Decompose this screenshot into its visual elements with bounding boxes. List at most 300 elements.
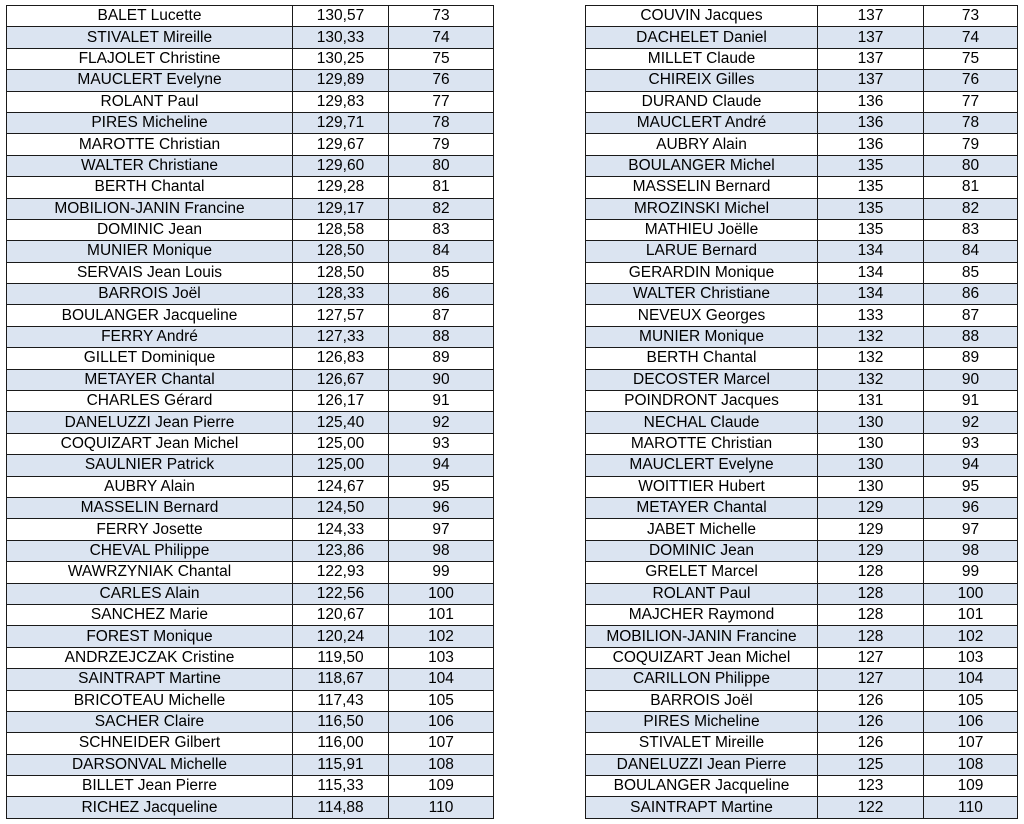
score-cell: 127,57 bbox=[293, 305, 389, 326]
table-row bbox=[7, 305, 494, 326]
name-cell: SACHER Claire bbox=[7, 711, 293, 732]
name-cell: MAUCLERT André bbox=[586, 112, 818, 133]
rank-cell: 95 bbox=[389, 476, 494, 497]
score-cell: 128,58 bbox=[293, 219, 389, 240]
rank-cell: 104 bbox=[924, 669, 1018, 690]
score-cell: 127 bbox=[818, 669, 924, 690]
rank-cell: 78 bbox=[389, 112, 494, 133]
score-cell: 129 bbox=[818, 540, 924, 561]
score-cell: 129,83 bbox=[293, 91, 389, 112]
rank-cell: 93 bbox=[924, 433, 1018, 454]
table-row bbox=[586, 412, 1018, 433]
name-cell: COQUIZART Jean Michel bbox=[7, 433, 293, 454]
rank-cell: 82 bbox=[924, 198, 1018, 219]
table-row bbox=[7, 262, 494, 283]
name-cell: AUBRY Alain bbox=[586, 134, 818, 155]
table-row bbox=[586, 604, 1018, 625]
rank-cell: 89 bbox=[389, 348, 494, 369]
rank-cell: 105 bbox=[924, 690, 1018, 711]
ranking-table-left-body bbox=[7, 6, 494, 819]
rank-cell: 98 bbox=[924, 540, 1018, 561]
score-cell: 137 bbox=[818, 6, 924, 27]
name-cell: NECHAL Claude bbox=[586, 412, 818, 433]
table-row bbox=[586, 433, 1018, 454]
score-cell: 126 bbox=[818, 711, 924, 732]
ranking-table-right bbox=[585, 5, 1018, 819]
name-cell: BILLET Jean Pierre bbox=[7, 776, 293, 797]
name-cell: CHIREIX Gilles bbox=[586, 70, 818, 91]
score-cell: 130,57 bbox=[293, 6, 389, 27]
table-row bbox=[7, 348, 494, 369]
name-cell: MILLET Claude bbox=[586, 48, 818, 69]
name-cell: BOULANGER Jacqueline bbox=[586, 776, 818, 797]
table-row bbox=[586, 776, 1018, 797]
score-cell: 132 bbox=[818, 369, 924, 390]
table-row bbox=[7, 797, 494, 818]
table-row bbox=[586, 326, 1018, 347]
rank-cell: 92 bbox=[389, 412, 494, 433]
name-cell: WOITTIER Hubert bbox=[586, 476, 818, 497]
score-cell: 130,33 bbox=[293, 27, 389, 48]
table-row bbox=[7, 776, 494, 797]
rank-cell: 73 bbox=[389, 6, 494, 27]
table-row bbox=[586, 562, 1018, 583]
score-cell: 120,67 bbox=[293, 604, 389, 625]
rank-cell: 73 bbox=[924, 6, 1018, 27]
rank-cell: 107 bbox=[389, 733, 494, 754]
rank-cell: 106 bbox=[924, 711, 1018, 732]
score-cell: 130 bbox=[818, 455, 924, 476]
table-row bbox=[586, 476, 1018, 497]
name-cell: NEVEUX Georges bbox=[586, 305, 818, 326]
rank-cell: 78 bbox=[924, 112, 1018, 133]
score-cell: 122,93 bbox=[293, 562, 389, 583]
table-row bbox=[586, 583, 1018, 604]
table-row bbox=[586, 647, 1018, 668]
name-cell: MAUCLERT Evelyne bbox=[7, 70, 293, 91]
name-cell: MAROTTE Christian bbox=[586, 433, 818, 454]
score-cell: 118,67 bbox=[293, 669, 389, 690]
table-row bbox=[586, 6, 1018, 27]
name-cell: MROZINSKI Michel bbox=[586, 198, 818, 219]
score-cell: 117,43 bbox=[293, 690, 389, 711]
table-row bbox=[7, 112, 494, 133]
table-row bbox=[586, 348, 1018, 369]
score-cell: 130,25 bbox=[293, 48, 389, 69]
table-row bbox=[586, 262, 1018, 283]
table-row bbox=[7, 669, 494, 690]
name-cell: CHEVAL Philippe bbox=[7, 540, 293, 561]
table-row bbox=[7, 284, 494, 305]
rank-cell: 94 bbox=[389, 455, 494, 476]
rank-cell: 95 bbox=[924, 476, 1018, 497]
name-cell: DANELUZZI Jean Pierre bbox=[7, 412, 293, 433]
name-cell: BARROIS Joël bbox=[7, 284, 293, 305]
rank-cell: 100 bbox=[389, 583, 494, 604]
score-cell: 129,17 bbox=[293, 198, 389, 219]
rank-cell: 108 bbox=[389, 754, 494, 775]
score-cell: 128 bbox=[818, 626, 924, 647]
rank-cell: 109 bbox=[389, 776, 494, 797]
rank-cell: 86 bbox=[924, 284, 1018, 305]
rank-cell: 103 bbox=[924, 647, 1018, 668]
rank-cell: 87 bbox=[389, 305, 494, 326]
rank-cell: 91 bbox=[924, 391, 1018, 412]
name-cell: WAWRZYNIAK Chantal bbox=[7, 562, 293, 583]
table-row bbox=[586, 540, 1018, 561]
score-cell: 128 bbox=[818, 583, 924, 604]
name-cell: DACHELET Daniel bbox=[586, 27, 818, 48]
ranking-table-left bbox=[6, 5, 494, 819]
rank-cell: 83 bbox=[924, 219, 1018, 240]
table-row bbox=[586, 48, 1018, 69]
table-row bbox=[7, 647, 494, 668]
table-row bbox=[7, 497, 494, 518]
table-row bbox=[586, 305, 1018, 326]
name-cell: BOULANGER Jacqueline bbox=[7, 305, 293, 326]
score-cell: 131 bbox=[818, 391, 924, 412]
score-cell: 136 bbox=[818, 91, 924, 112]
name-cell: CARLES Alain bbox=[7, 583, 293, 604]
score-cell: 132 bbox=[818, 326, 924, 347]
rank-cell: 83 bbox=[389, 219, 494, 240]
table-row bbox=[7, 155, 494, 176]
table-row bbox=[7, 476, 494, 497]
score-cell: 127,33 bbox=[293, 326, 389, 347]
table-row bbox=[7, 134, 494, 155]
name-cell: MOBILION-JANIN Francine bbox=[586, 626, 818, 647]
score-cell: 128,33 bbox=[293, 284, 389, 305]
name-cell: SAULNIER Patrick bbox=[7, 455, 293, 476]
table-row bbox=[7, 219, 494, 240]
table-row bbox=[586, 754, 1018, 775]
name-cell: COQUIZART Jean Michel bbox=[586, 647, 818, 668]
score-cell: 126 bbox=[818, 690, 924, 711]
rank-cell: 110 bbox=[924, 797, 1018, 818]
rank-cell: 102 bbox=[924, 626, 1018, 647]
rank-cell: 77 bbox=[924, 91, 1018, 112]
rank-cell: 105 bbox=[389, 690, 494, 711]
name-cell: PIRES Micheline bbox=[7, 112, 293, 133]
name-cell: FERRY Josette bbox=[7, 519, 293, 540]
table-row bbox=[586, 519, 1018, 540]
table-row bbox=[7, 604, 494, 625]
score-cell: 116,50 bbox=[293, 711, 389, 732]
score-cell: 135 bbox=[818, 155, 924, 176]
rank-cell: 86 bbox=[389, 284, 494, 305]
name-cell: COUVIN Jacques bbox=[586, 6, 818, 27]
score-cell: 129 bbox=[818, 519, 924, 540]
name-cell: DOMINIC Jean bbox=[586, 540, 818, 561]
name-cell: METAYER Chantal bbox=[7, 369, 293, 390]
score-cell: 124,50 bbox=[293, 497, 389, 518]
table-row bbox=[7, 583, 494, 604]
rank-cell: 97 bbox=[924, 519, 1018, 540]
rank-cell: 84 bbox=[389, 241, 494, 262]
rank-cell: 75 bbox=[924, 48, 1018, 69]
name-cell: GRELET Marcel bbox=[586, 562, 818, 583]
score-cell: 125 bbox=[818, 754, 924, 775]
rank-cell: 90 bbox=[924, 369, 1018, 390]
name-cell: FERRY André bbox=[7, 326, 293, 347]
rank-cell: 97 bbox=[389, 519, 494, 540]
name-cell: GERARDIN Monique bbox=[586, 262, 818, 283]
rank-cell: 103 bbox=[389, 647, 494, 668]
score-cell: 134 bbox=[818, 284, 924, 305]
rank-cell: 98 bbox=[389, 540, 494, 561]
score-cell: 123 bbox=[818, 776, 924, 797]
score-cell: 116,00 bbox=[293, 733, 389, 754]
score-cell: 123,86 bbox=[293, 540, 389, 561]
table-row bbox=[7, 48, 494, 69]
name-cell: ANDRZEJCZAK Cristine bbox=[7, 647, 293, 668]
table-row bbox=[7, 519, 494, 540]
score-cell: 125,00 bbox=[293, 455, 389, 476]
score-cell: 129,89 bbox=[293, 70, 389, 91]
score-cell: 134 bbox=[818, 241, 924, 262]
rank-cell: 84 bbox=[924, 241, 1018, 262]
name-cell: RICHEZ Jacqueline bbox=[7, 797, 293, 818]
rank-cell: 82 bbox=[389, 198, 494, 219]
table-row bbox=[7, 455, 494, 476]
name-cell: LARUE Bernard bbox=[586, 241, 818, 262]
table-row bbox=[586, 198, 1018, 219]
table-row bbox=[7, 711, 494, 732]
rank-cell: 94 bbox=[924, 455, 1018, 476]
table-row bbox=[586, 455, 1018, 476]
rank-cell: 107 bbox=[924, 733, 1018, 754]
score-cell: 115,91 bbox=[293, 754, 389, 775]
name-cell: MASSELIN Bernard bbox=[7, 497, 293, 518]
table-row bbox=[586, 711, 1018, 732]
name-cell: MAUCLERT Evelyne bbox=[586, 455, 818, 476]
rank-cell: 110 bbox=[389, 797, 494, 818]
name-cell: MATHIEU Joëlle bbox=[586, 219, 818, 240]
rank-cell: 90 bbox=[389, 369, 494, 390]
score-cell: 135 bbox=[818, 219, 924, 240]
name-cell: SAINTRAPT Martine bbox=[7, 669, 293, 690]
score-cell: 122,56 bbox=[293, 583, 389, 604]
rank-cell: 88 bbox=[389, 326, 494, 347]
score-cell: 129,71 bbox=[293, 112, 389, 133]
rank-cell: 80 bbox=[389, 155, 494, 176]
table-row bbox=[7, 433, 494, 454]
name-cell: MUNIER Monique bbox=[586, 326, 818, 347]
name-cell: MOBILION-JANIN Francine bbox=[7, 198, 293, 219]
score-cell: 130 bbox=[818, 433, 924, 454]
score-cell: 136 bbox=[818, 112, 924, 133]
table-row bbox=[7, 754, 494, 775]
table-row bbox=[586, 690, 1018, 711]
name-cell: STIVALET Mireille bbox=[586, 733, 818, 754]
table-row bbox=[7, 70, 494, 91]
name-cell: CHARLES Gérard bbox=[7, 391, 293, 412]
name-cell: MUNIER Monique bbox=[7, 241, 293, 262]
table-row bbox=[586, 27, 1018, 48]
table-row bbox=[7, 562, 494, 583]
rank-cell: 96 bbox=[389, 497, 494, 518]
rank-cell: 85 bbox=[389, 262, 494, 283]
rank-cell: 93 bbox=[389, 433, 494, 454]
rank-cell: 109 bbox=[924, 776, 1018, 797]
score-cell: 125,00 bbox=[293, 433, 389, 454]
rank-cell: 76 bbox=[924, 70, 1018, 91]
rank-cell: 96 bbox=[924, 497, 1018, 518]
table-row bbox=[586, 284, 1018, 305]
table-row bbox=[586, 134, 1018, 155]
score-cell: 137 bbox=[818, 70, 924, 91]
name-cell: DOMINIC Jean bbox=[7, 219, 293, 240]
rank-cell: 101 bbox=[389, 604, 494, 625]
table-row bbox=[586, 669, 1018, 690]
name-cell: DANELUZZI Jean Pierre bbox=[586, 754, 818, 775]
name-cell: GILLET Dominique bbox=[7, 348, 293, 369]
table-row bbox=[586, 733, 1018, 754]
score-cell: 127 bbox=[818, 647, 924, 668]
table-row bbox=[7, 241, 494, 262]
rank-cell: 87 bbox=[924, 305, 1018, 326]
table-row bbox=[586, 177, 1018, 198]
rank-cell: 77 bbox=[389, 91, 494, 112]
score-cell: 129,67 bbox=[293, 134, 389, 155]
table-row bbox=[7, 6, 494, 27]
name-cell: BARROIS Joël bbox=[586, 690, 818, 711]
table-row bbox=[7, 177, 494, 198]
name-cell: DARSONVAL Michelle bbox=[7, 754, 293, 775]
name-cell: WALTER Christiane bbox=[7, 155, 293, 176]
name-cell: ROLANT Paul bbox=[7, 91, 293, 112]
score-cell: 122 bbox=[818, 797, 924, 818]
name-cell: FLAJOLET Christine bbox=[7, 48, 293, 69]
name-cell: SAINTRAPT Martine bbox=[586, 797, 818, 818]
table-row bbox=[586, 391, 1018, 412]
table-row bbox=[586, 241, 1018, 262]
table-row bbox=[7, 391, 494, 412]
rank-cell: 101 bbox=[924, 604, 1018, 625]
score-cell: 128 bbox=[818, 562, 924, 583]
score-cell: 115,33 bbox=[293, 776, 389, 797]
rank-cell: 92 bbox=[924, 412, 1018, 433]
score-cell: 126 bbox=[818, 733, 924, 754]
table-row bbox=[7, 91, 494, 112]
rank-cell: 89 bbox=[924, 348, 1018, 369]
table-row bbox=[7, 690, 494, 711]
score-cell: 135 bbox=[818, 198, 924, 219]
score-cell: 114,88 bbox=[293, 797, 389, 818]
name-cell: DECOSTER Marcel bbox=[586, 369, 818, 390]
rank-cell: 80 bbox=[924, 155, 1018, 176]
score-cell: 128,50 bbox=[293, 241, 389, 262]
rank-cell: 108 bbox=[924, 754, 1018, 775]
table-row bbox=[7, 369, 494, 390]
name-cell: METAYER Chantal bbox=[586, 497, 818, 518]
table-row bbox=[7, 198, 494, 219]
table-row bbox=[586, 112, 1018, 133]
table-row bbox=[7, 412, 494, 433]
score-cell: 130 bbox=[818, 412, 924, 433]
table-row bbox=[586, 155, 1018, 176]
name-cell: BOULANGER Michel bbox=[586, 155, 818, 176]
name-cell: SANCHEZ Marie bbox=[7, 604, 293, 625]
name-cell: SERVAIS Jean Louis bbox=[7, 262, 293, 283]
score-cell: 134 bbox=[818, 262, 924, 283]
score-cell: 119,50 bbox=[293, 647, 389, 668]
table-row bbox=[586, 797, 1018, 818]
rank-cell: 91 bbox=[389, 391, 494, 412]
table-row bbox=[7, 733, 494, 754]
rank-cell: 100 bbox=[924, 583, 1018, 604]
rank-cell: 76 bbox=[389, 70, 494, 91]
score-cell: 132 bbox=[818, 348, 924, 369]
name-cell: JABET Michelle bbox=[586, 519, 818, 540]
rank-cell: 88 bbox=[924, 326, 1018, 347]
name-cell: PIRES Micheline bbox=[586, 711, 818, 732]
score-cell: 124,67 bbox=[293, 476, 389, 497]
table-row bbox=[7, 540, 494, 561]
rank-cell: 74 bbox=[389, 27, 494, 48]
ranking-table-right-body bbox=[586, 6, 1018, 819]
name-cell: POINDRONT Jacques bbox=[586, 391, 818, 412]
name-cell: MAROTTE Christian bbox=[7, 134, 293, 155]
table-row bbox=[586, 219, 1018, 240]
table-row bbox=[7, 27, 494, 48]
name-cell: FOREST Monique bbox=[7, 626, 293, 647]
score-cell: 126,67 bbox=[293, 369, 389, 390]
score-cell: 129,60 bbox=[293, 155, 389, 176]
name-cell: SCHNEIDER Gilbert bbox=[7, 733, 293, 754]
rank-cell: 104 bbox=[389, 669, 494, 690]
rank-cell: 79 bbox=[924, 134, 1018, 155]
rank-cell: 85 bbox=[924, 262, 1018, 283]
table-row bbox=[586, 626, 1018, 647]
rank-cell: 81 bbox=[924, 177, 1018, 198]
score-cell: 129,28 bbox=[293, 177, 389, 198]
score-cell: 135 bbox=[818, 177, 924, 198]
score-cell: 133 bbox=[818, 305, 924, 326]
name-cell: ROLANT Paul bbox=[586, 583, 818, 604]
rank-cell: 74 bbox=[924, 27, 1018, 48]
rank-cell: 99 bbox=[389, 562, 494, 583]
name-cell: DURAND Claude bbox=[586, 91, 818, 112]
table-row bbox=[586, 91, 1018, 112]
table-row bbox=[586, 497, 1018, 518]
score-cell: 128,50 bbox=[293, 262, 389, 283]
name-cell: CARILLON Philippe bbox=[586, 669, 818, 690]
table-row bbox=[7, 326, 494, 347]
score-cell: 124,33 bbox=[293, 519, 389, 540]
score-cell: 128 bbox=[818, 604, 924, 625]
rank-cell: 102 bbox=[389, 626, 494, 647]
score-cell: 137 bbox=[818, 27, 924, 48]
name-cell: AUBRY Alain bbox=[7, 476, 293, 497]
score-cell: 126,83 bbox=[293, 348, 389, 369]
name-cell: MASSELIN Bernard bbox=[586, 177, 818, 198]
score-cell: 125,40 bbox=[293, 412, 389, 433]
rank-cell: 75 bbox=[389, 48, 494, 69]
rank-cell: 81 bbox=[389, 177, 494, 198]
score-cell: 129 bbox=[818, 497, 924, 518]
name-cell: MAJCHER Raymond bbox=[586, 604, 818, 625]
score-cell: 120,24 bbox=[293, 626, 389, 647]
score-cell: 126,17 bbox=[293, 391, 389, 412]
name-cell: BERTH Chantal bbox=[7, 177, 293, 198]
name-cell: WALTER Christiane bbox=[586, 284, 818, 305]
score-cell: 130 bbox=[818, 476, 924, 497]
name-cell: STIVALET Mireille bbox=[7, 27, 293, 48]
score-cell: 136 bbox=[818, 134, 924, 155]
table-row bbox=[586, 369, 1018, 390]
rank-cell: 106 bbox=[389, 711, 494, 732]
